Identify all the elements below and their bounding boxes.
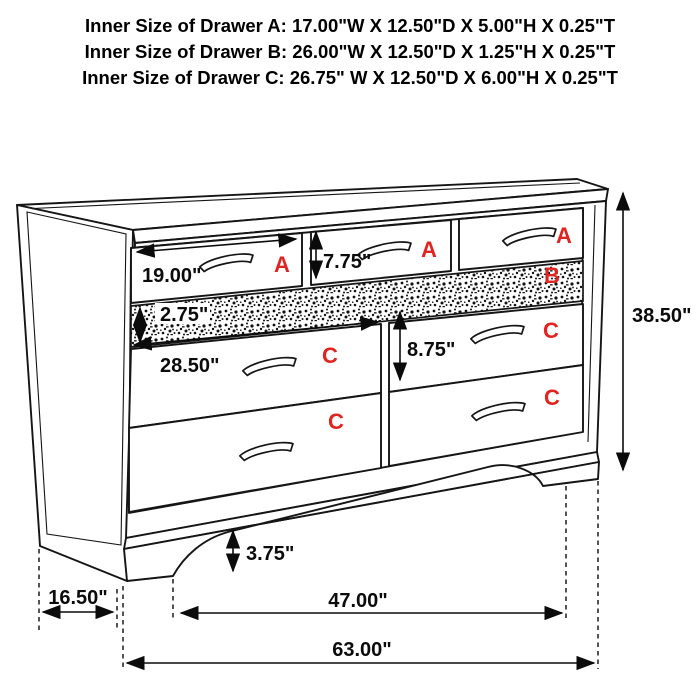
label-drawer-c-left-top: C [322, 343, 338, 368]
label-drawer-c-right-bottom: C [544, 385, 560, 410]
label-drawer-c-left-bottom: C [328, 409, 344, 434]
inner-size-line-a: Inner Size of Drawer A: 17.00"W X 12.50"D X 5.00"H X 0.25"T [85, 15, 615, 36]
dim-side-depth: 16.50" [48, 587, 108, 609]
label-drawer-a1: A [274, 252, 290, 277]
dim-drawer-a-height: 7.75" [323, 251, 372, 273]
label-drawer-a3: A [556, 223, 572, 248]
label-drawer-c-right-top: C [543, 318, 559, 343]
inner-size-header [0, 13, 700, 91]
dim-drawer-c-height: 8.75" [407, 339, 456, 361]
dim-overall-height: 38.50" [632, 305, 692, 327]
label-drawer-b: B [544, 263, 560, 288]
label-drawer-a2: A [421, 237, 437, 262]
dim-foot-height: 3.75" [246, 543, 295, 565]
dim-drawer-c-width: 28.50" [160, 355, 220, 377]
inner-size-line-c: Inner Size of Drawer C: 26.75" W X 12.50"D X 6.00"H X 0.25"T [82, 67, 618, 88]
dim-overall-width: 63.00" [332, 639, 392, 661]
inner-size-line-b: Inner Size of Drawer B: 26.00"W X 12.50"D X 1.25"H X 0.25"T [84, 41, 616, 62]
dresser-left-side-panel [17, 205, 133, 581]
dim-drawer-a-width: 19.00" [142, 265, 202, 287]
dim-drawer-b-height: 2.75" [160, 304, 209, 326]
dim-feet-span: 47.00" [328, 590, 388, 612]
